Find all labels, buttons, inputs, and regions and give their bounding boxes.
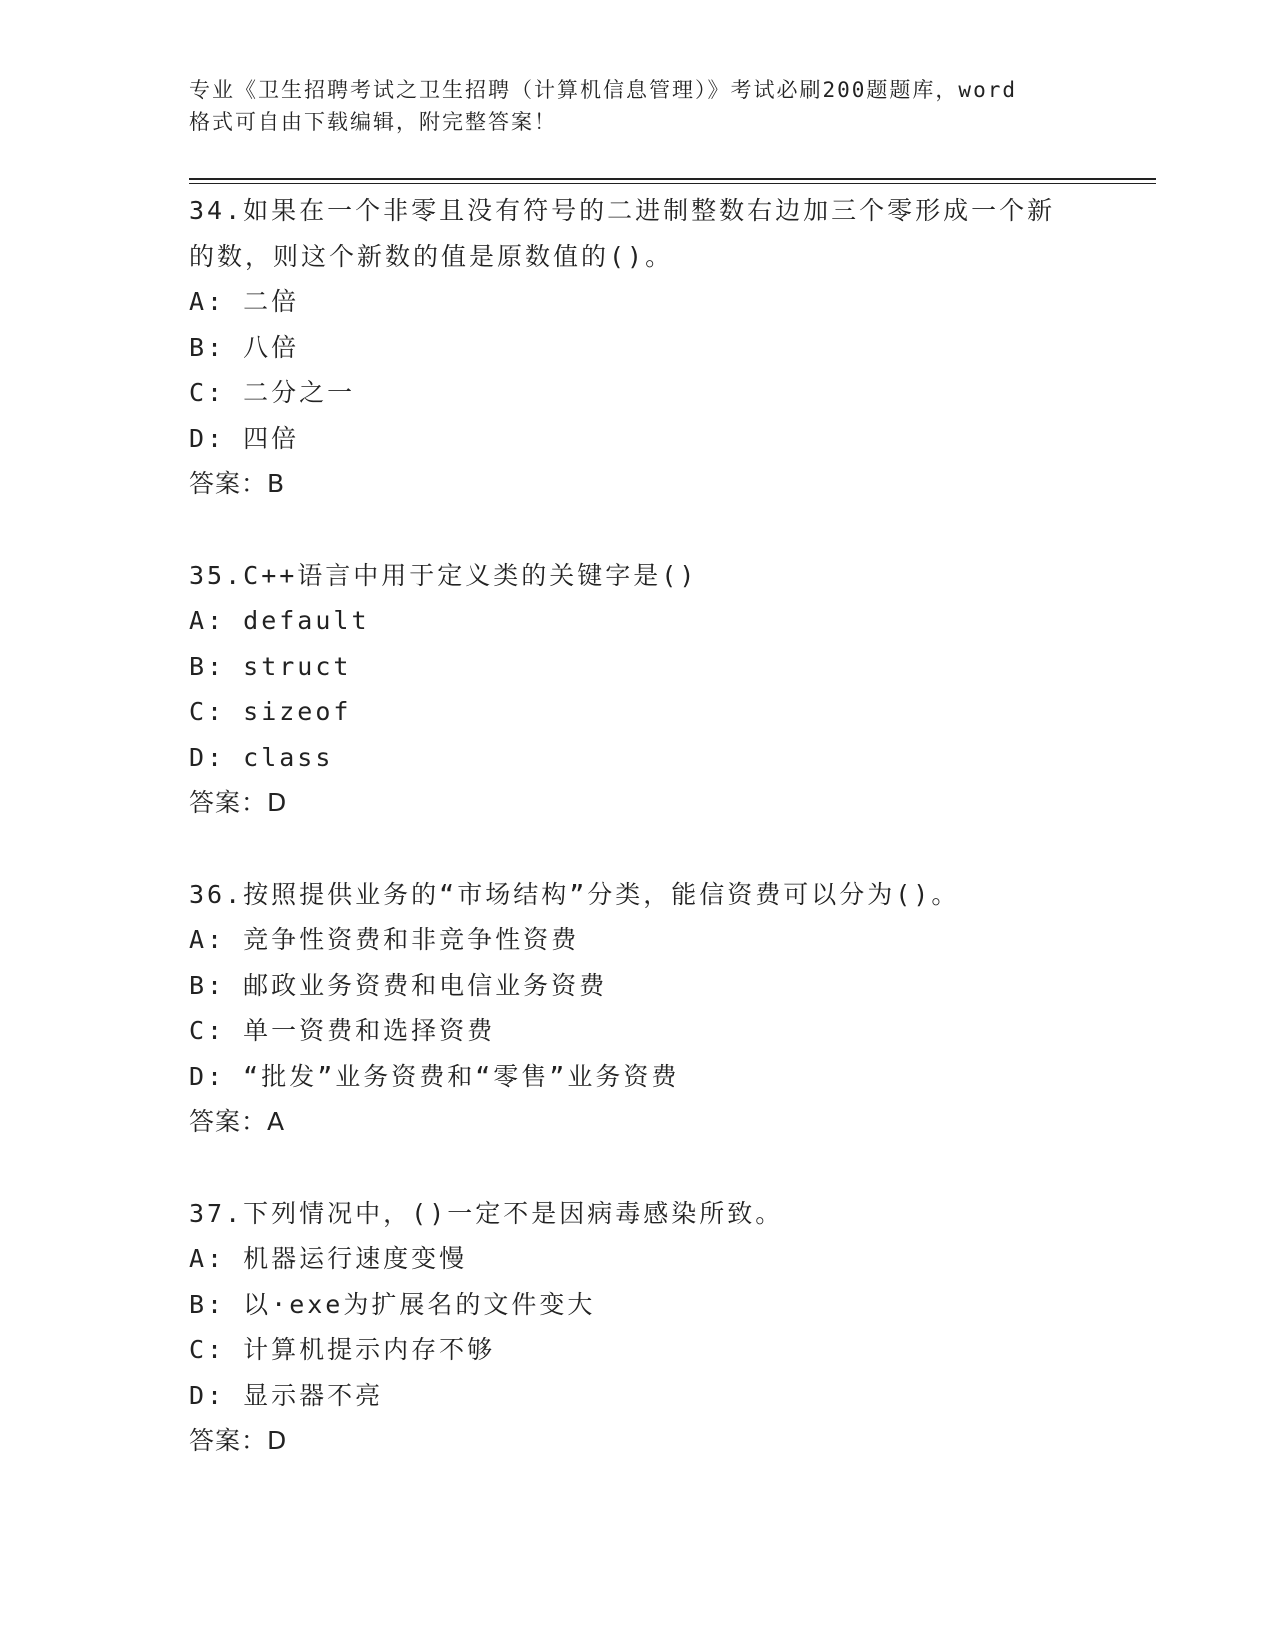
option-d: D: class — [189, 742, 334, 772]
option-c: C: 二分之一 — [189, 378, 356, 407]
question-stem-line-1: 37.下列情况中，()一定不是因病毒感染所致。 — [189, 1198, 784, 1228]
header-line-2: 格式可自由下载编辑，附完整答案！ — [189, 110, 557, 134]
option-b: B: 以·exe为扩展名的文件变大 — [189, 1289, 596, 1319]
option-a: A: 竞争性资费和非竞争性资费 — [189, 925, 580, 954]
question-stem-line-1: 34.如果在一个非零且没有符号的二进制整数右边加三个零形成一个新 — [189, 196, 1056, 225]
header-divider-thick — [189, 178, 1156, 180]
option-c: C: 单一资费和选择资费 — [189, 1016, 496, 1045]
option-b: B: 八倍 — [189, 332, 300, 362]
question-spacer — [189, 826, 1089, 872]
option-d: D: “批发”业务资费和“零售”业务资费 — [189, 1061, 680, 1091]
answer: 答案：B — [189, 469, 286, 498]
question-35 — [189, 553, 1089, 826]
header-divider-thin — [189, 183, 1156, 184]
question-34 — [189, 188, 1089, 507]
option-a: A: 二倍 — [189, 287, 300, 316]
question-36 — [189, 872, 1089, 1145]
question-spacer — [189, 507, 1089, 553]
question-spacer — [189, 1145, 1089, 1191]
question-stem-line-2: 的数，则这个新数的值是原数值的()。 — [189, 241, 674, 271]
option-a: A: 机器运行速度变慢 — [189, 1244, 468, 1273]
answer: 答案：A — [189, 1107, 286, 1136]
question-stem-line-1: 36.按照提供业务的“市场结构”分类，能信资费可以分为()。 — [189, 879, 960, 909]
header-line-1: 专业《卫生招聘考试之卫生招聘（计算机信息管理）》考试必刷200题题库，word — [189, 78, 1017, 102]
answer: 答案：D — [189, 788, 288, 817]
question-list — [189, 188, 1089, 1464]
document-header — [189, 74, 1089, 138]
question-37 — [189, 1191, 1089, 1464]
question-stem-line-1: 35.C++语言中用于定义类的关键字是() — [189, 560, 698, 590]
option-c: C: 计算机提示内存不够 — [189, 1335, 496, 1364]
answer: 答案：D — [189, 1426, 288, 1455]
option-b: B: 邮政业务资费和电信业务资费 — [189, 970, 608, 1000]
option-a: A: default — [189, 606, 370, 635]
option-d: D: 显示器不亮 — [189, 1380, 384, 1410]
option-d: D: 四倍 — [189, 423, 300, 453]
option-b: B: struct — [189, 651, 352, 681]
option-c: C: sizeof — [189, 697, 352, 726]
